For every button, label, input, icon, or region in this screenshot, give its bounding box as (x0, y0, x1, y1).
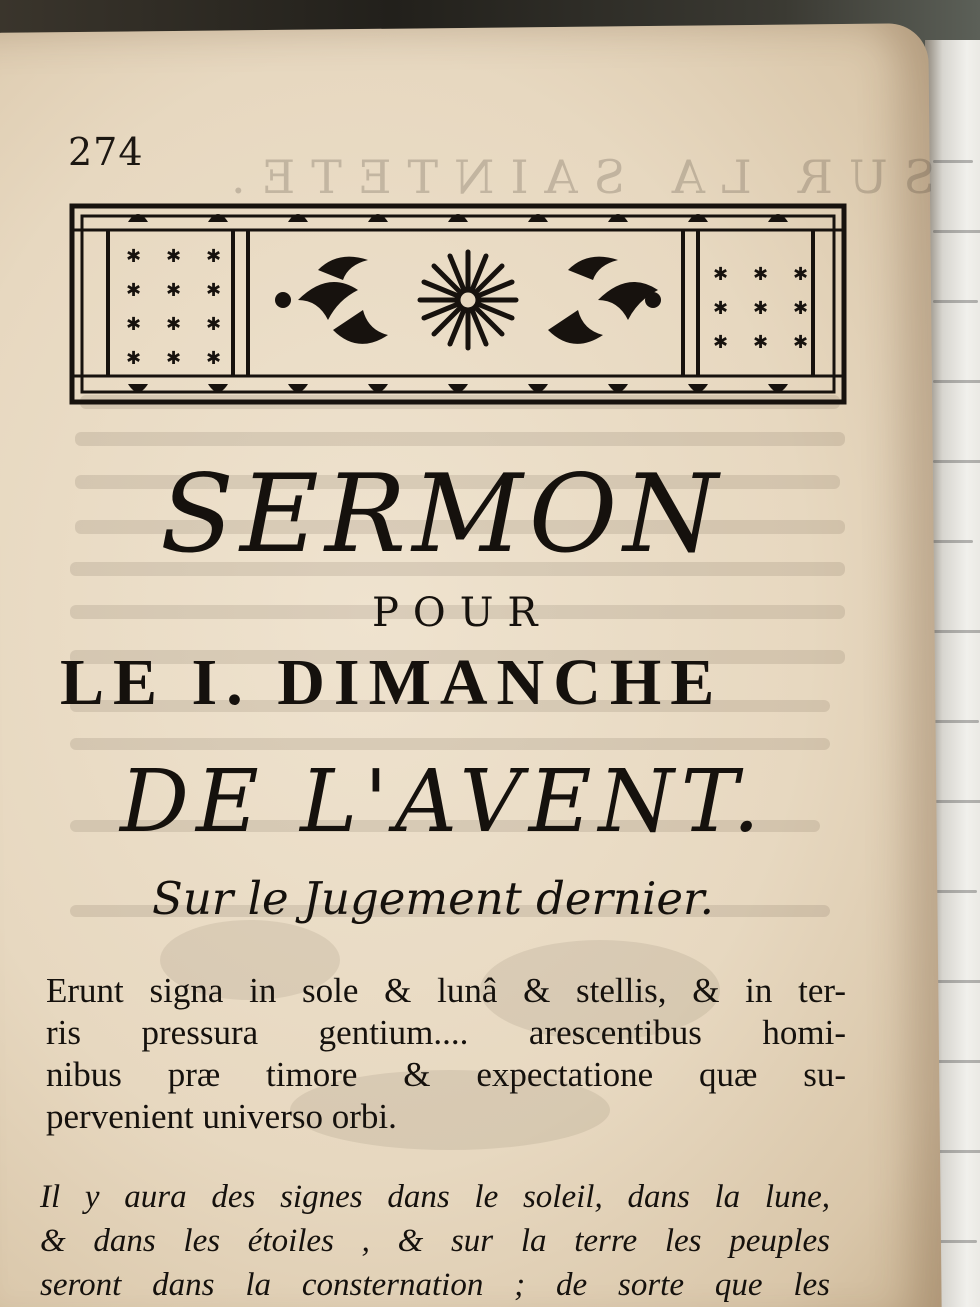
ghost-line (933, 540, 973, 543)
latin-line: ris pressura gentium.... arescentibus homi- (46, 1013, 846, 1052)
ghost-line (933, 720, 979, 723)
ghost-line (933, 460, 980, 463)
ghost-line (933, 380, 980, 383)
french-line: seront dans la consternation ; de sorte que les (40, 1267, 830, 1303)
ghost-line (933, 800, 980, 803)
ghost-line (933, 630, 980, 633)
svg-text:✱: ✱ (753, 332, 769, 353)
svg-text:✱: ✱ (166, 246, 182, 267)
svg-text:✱: ✱ (126, 314, 142, 335)
svg-text:✱: ✱ (753, 298, 769, 319)
svg-text:✱: ✱ (713, 298, 729, 319)
ghost-line (933, 1150, 980, 1153)
svg-text:✱: ✱ (166, 348, 182, 369)
latin-epigraph (46, 970, 846, 1138)
svg-text:✱: ✱ (166, 314, 182, 335)
subtitle: Sur le Jugement dernier. (152, 872, 714, 925)
ghost-line (933, 300, 978, 303)
ghost-line (933, 1060, 980, 1063)
svg-text:✱: ✱ (753, 264, 769, 285)
latin-line: nibus præ timore & expectatione quæ su- (46, 1055, 846, 1094)
latin-line: Erunt signa in sole & lunâ & stellis, & in ter- (46, 971, 846, 1010)
svg-text:✱: ✱ (206, 280, 222, 301)
page-number: 274 (68, 130, 144, 174)
ghost-line (933, 890, 977, 893)
title-pour: POUR (372, 590, 552, 636)
french-line: Il y aura des signes dans le soleil, dans la lune, (40, 1179, 830, 1215)
svg-text:✱: ✱ (126, 246, 142, 267)
svg-text:✱: ✱ (206, 348, 222, 369)
ghost-line (933, 230, 980, 233)
ghost-line (933, 160, 973, 163)
svg-text:✱: ✱ (126, 280, 142, 301)
svg-text:✱: ✱ (793, 264, 809, 285)
ghost-line (933, 980, 980, 983)
svg-text:✱: ✱ (206, 314, 222, 335)
title-dimanche: LE I. DIMANCHE (60, 646, 724, 719)
running-head-showthrough: SUR LA SAINTETE. (215, 150, 936, 204)
svg-text:✱: ✱ (206, 246, 222, 267)
latin-line: pervenient universo orbi. (46, 1097, 397, 1136)
svg-text:✱: ✱ (126, 348, 142, 369)
french-translation (40, 1175, 830, 1307)
sermon-title: SERMON (160, 452, 724, 577)
svg-text:✱: ✱ (793, 298, 809, 319)
svg-text:✱: ✱ (793, 332, 809, 353)
svg-text:✱: ✱ (713, 264, 729, 285)
svg-text:✱: ✱ (166, 280, 182, 301)
ornamental-headpiece-icon (68, 200, 850, 410)
svg-text:✱: ✱ (713, 332, 729, 353)
title-avent: DE L'AVENT. (120, 752, 767, 852)
french-line: & dans les étoiles , & sur la terre les peuples (40, 1223, 830, 1259)
